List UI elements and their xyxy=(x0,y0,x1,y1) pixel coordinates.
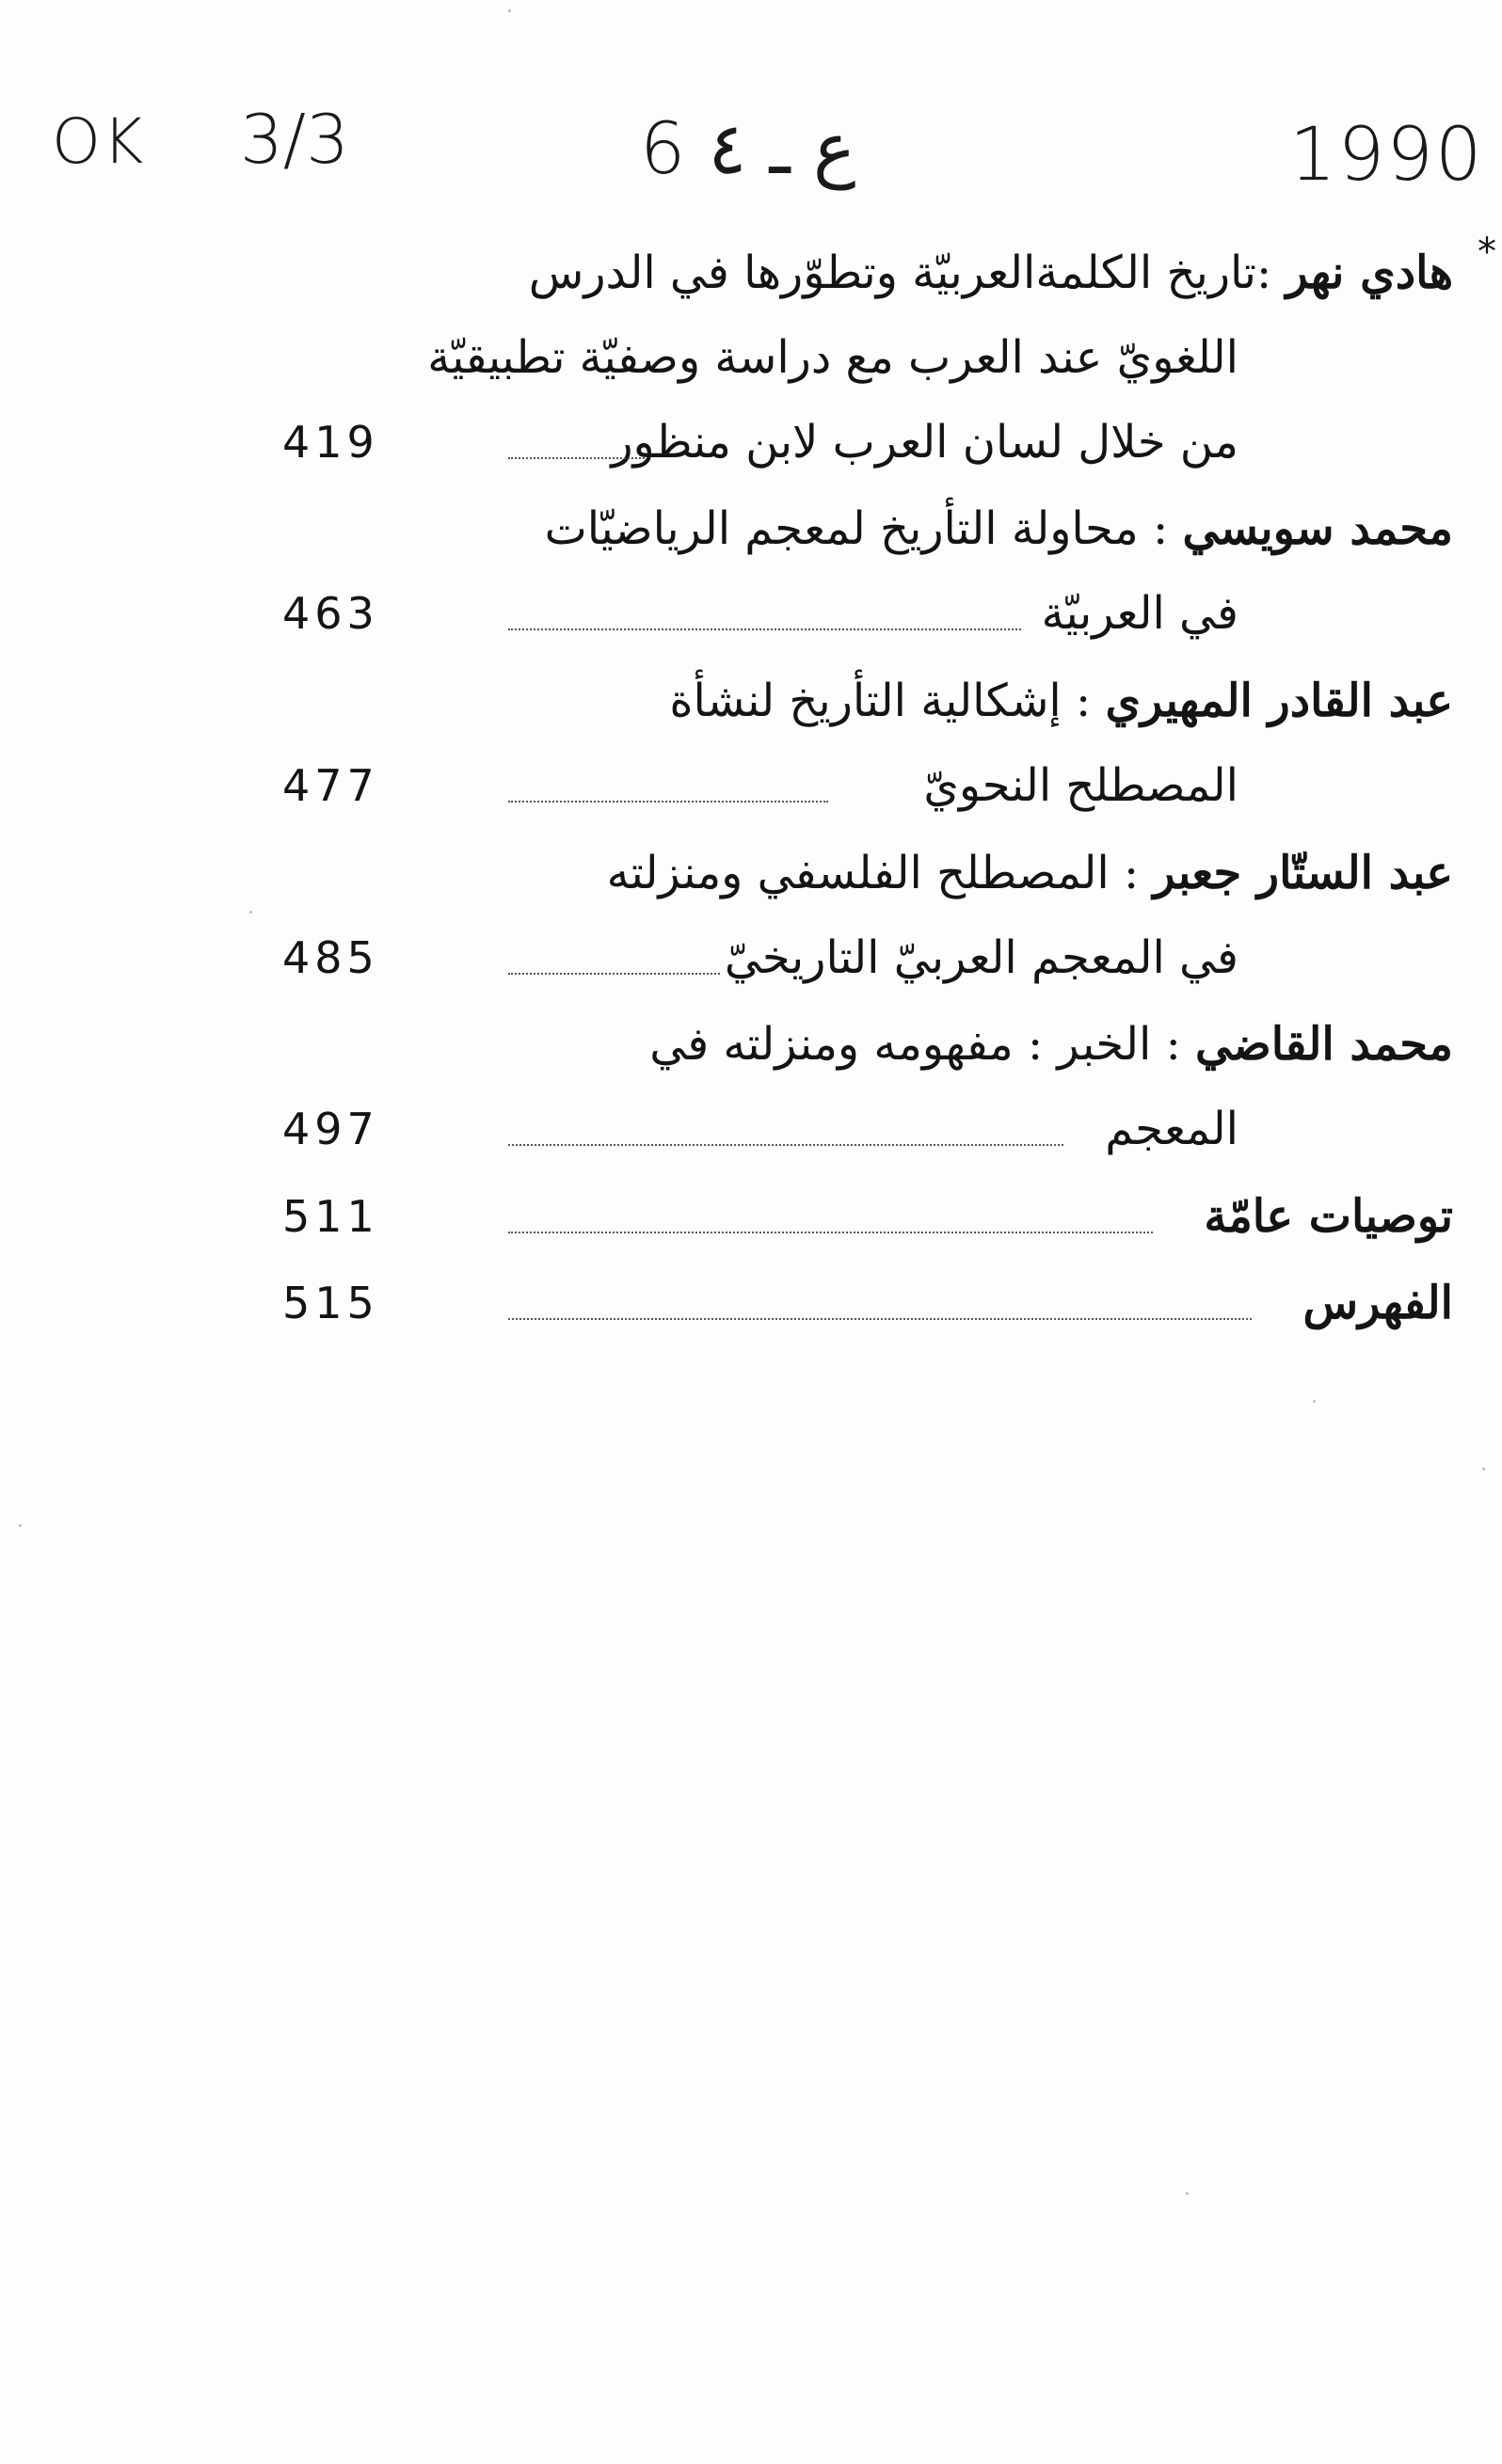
toc-entry-author-line xyxy=(0,835,1502,911)
section-title: الفهرس xyxy=(1302,1277,1453,1329)
page-number: 485 xyxy=(282,932,379,983)
title-text: اللغويّ عند العرب مع دراسة وصفيّة تطبيقيّة xyxy=(427,331,1238,384)
author-name: محمد القاضي xyxy=(1195,1018,1453,1071)
author-name: عبد القادر المهيري xyxy=(1105,675,1453,727)
handwritten-year: 1990 xyxy=(1289,113,1484,198)
title-text: من خلال لسان العرب لابن منظور xyxy=(611,416,1238,469)
toc-entry-standalone xyxy=(0,1179,1502,1254)
scan-speck xyxy=(508,9,511,12)
toc-entry-heading xyxy=(669,663,1453,739)
author-name: هادي نهر xyxy=(1286,246,1453,299)
toc-entry-author-line xyxy=(0,231,1502,310)
toc-entry-heading xyxy=(649,1007,1453,1082)
author-name: عبد الستّار جعبر xyxy=(1153,847,1453,899)
title-text: : إشكالية التأريخ لنشأة xyxy=(669,675,1092,727)
page-number: 497 xyxy=(282,1104,379,1154)
toc-entry-last-line xyxy=(0,1091,1502,1167)
scan-speck xyxy=(1482,1468,1485,1470)
toc-entry-heading xyxy=(607,835,1453,911)
dot-leader xyxy=(508,801,828,803)
toc-entry-standalone xyxy=(0,1265,1502,1341)
title-text: المصطلح النحويّ xyxy=(923,759,1238,812)
asterisk-mark: * xyxy=(1478,231,1496,274)
dot-leader xyxy=(508,973,720,975)
toc-entry-author-line xyxy=(0,491,1502,566)
title-text: المعجم xyxy=(1105,1103,1238,1155)
handwritten-code: ع ـ ٤ 6 xyxy=(640,106,856,190)
dot-leader xyxy=(508,1318,1252,1320)
toc-entry-last-line xyxy=(0,920,1502,995)
title-text: : محاولة التأريخ لمعجم الرياضيّات xyxy=(544,502,1169,555)
handwritten-fraction: 3/3 xyxy=(240,100,349,179)
title-text: : الخبر : مفهومه ومنزلته في xyxy=(649,1018,1181,1071)
toc-entry-heading xyxy=(529,235,1453,310)
title-text: :تاريخ الكلمةالعربيّة وتطوّرها في الدرس xyxy=(528,246,1272,299)
page-number: 419 xyxy=(282,417,379,468)
toc-entry-last-line xyxy=(0,405,1502,480)
dot-leader xyxy=(508,457,645,459)
dot-leader xyxy=(508,1144,1063,1146)
scan-speck xyxy=(1186,2192,1189,2195)
toc-entry-title-line xyxy=(0,320,1502,395)
page-number: 463 xyxy=(282,588,379,639)
title-text: : المصطلح الفلسفي ومنزلته xyxy=(606,847,1140,899)
page-number: 477 xyxy=(282,760,379,811)
author-name: محمد سويسي xyxy=(1182,502,1453,555)
dot-leader xyxy=(508,1232,1153,1233)
scan-speck xyxy=(1313,1400,1316,1403)
page-number: 515 xyxy=(282,1278,379,1328)
toc-entry-author-line xyxy=(0,663,1502,739)
section-title: توصيات عامّة xyxy=(1204,1190,1453,1243)
scan-speck xyxy=(249,911,252,914)
toc-entry-last-line xyxy=(0,576,1502,651)
title-text: في المعجم العربيّ التاريخيّ xyxy=(724,931,1238,984)
title-text: في العربيّة xyxy=(1041,587,1238,640)
scan-speck xyxy=(19,1524,22,1527)
toc-entry-author-line xyxy=(0,1007,1502,1082)
handwritten-ok-mark: OK xyxy=(52,105,146,178)
toc-entry-heading xyxy=(545,491,1453,566)
dot-leader xyxy=(508,628,1021,630)
page-number: 511 xyxy=(282,1191,379,1242)
toc-entry-last-line xyxy=(0,748,1502,823)
